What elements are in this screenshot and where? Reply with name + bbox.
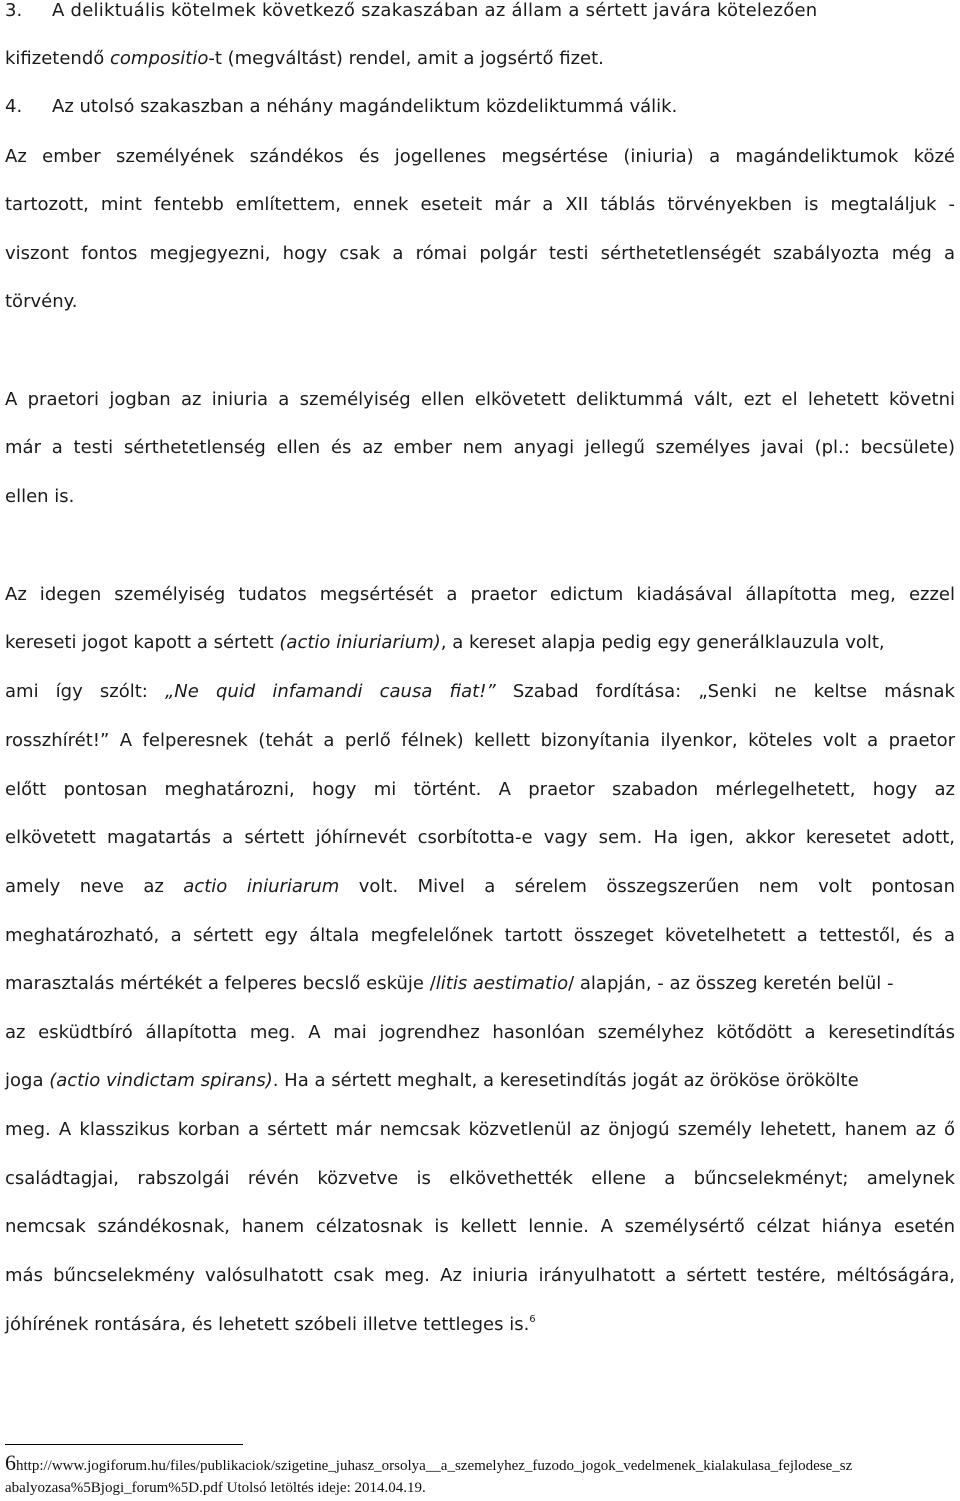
paragraph-3-line — [5, 1265, 955, 1287]
paragraph-3-line — [5, 632, 955, 654]
paragraph-1-line — [5, 194, 955, 216]
list-item-3-continuation — [5, 48, 955, 70]
text-span: ami így szólt: — [5, 681, 148, 702]
text-span: Az idegen személyiség tudatos megsértését a praetor edictum kiadásával állapította meg, ezzel — [5, 584, 955, 605]
list-item-4-line — [5, 96, 955, 118]
footnote-reference[interactable]: 6 — [529, 1314, 536, 1325]
paragraph-3-line — [5, 973, 955, 995]
paragraph-3-line — [5, 925, 955, 947]
paragraph-3-line — [5, 779, 955, 801]
text-span: marasztalás mértékét a felperes becslő esküje / — [5, 973, 436, 994]
italic-term: actio iniuriarum — [183, 876, 340, 897]
footnote-number: 6 — [5, 1450, 16, 1475]
italic-term: (actio vindictam spirans) — [49, 1070, 273, 1091]
paragraph-2-line — [5, 486, 955, 508]
paragraph-3-line — [5, 1168, 955, 1190]
paragraph-1-line — [5, 291, 955, 313]
text-span: . Ha a sértett meghalt, a keresetindítás jogát az örököse örökölte — [272, 1070, 859, 1091]
list-item-text: Az utolsó szakaszban a néhány magándeliktum közdeliktummá válik. — [52, 96, 678, 117]
text-span: joga — [5, 1070, 44, 1091]
text-span: ellen is. — [5, 486, 75, 507]
text-span: már a testi sérthetetlenség ellen és az ember nem anyagi jellegű személyes javai (pl.: becsülete) — [5, 437, 955, 458]
text-span: , a kereset alapja pedig egy generálklauzula volt, — [440, 632, 885, 653]
footnote-divider — [5, 1444, 243, 1445]
text-span: Az ember személyének szándékos és jogellenes megsértése (iniuria) a magándeliktumok közé — [5, 146, 955, 167]
text-span: elkövetett magatartás a sértett jóhírnevét csorbította-e vagy sem. Ha igen, akkor keresetet adott, — [5, 827, 955, 848]
text-span: jóhírének rontására, és lehetett szóbeli illetve tettleges is. — [5, 1314, 530, 1335]
footnote-line-1 — [5, 1450, 853, 1475]
text-span: A praetori jogban az iniuria a személyiség ellen elkövetett deliktummá vált, ezt el lehetett követni — [5, 389, 955, 410]
paragraph-2-line — [5, 437, 955, 459]
text-span: nemcsak szándékosnak, hanem célzatosnak is kellett lennie. A személysértő célzat hiánya esetén — [5, 1216, 955, 1237]
paragraph-3-line — [5, 730, 955, 752]
text-span: Szabad fordítása: „Senki ne keltse másnak — [512, 681, 955, 702]
text-span: előtt pontosan meghatározni, hogy mi történt. A praetor szabadon mérlegelhetett, hogy az — [5, 779, 955, 800]
text-span: rosszhírét!” A felperesnek (tehát a perlő félnek) kellett bizonyítania ilyenkor, köteles volt a praetor — [5, 730, 955, 751]
list-number: 3. — [5, 0, 23, 21]
text-span: meghatározható, a sértett egy általa megfelelőnek tartott összeget követelhetett a tettestől, és a — [5, 925, 955, 946]
footnote-line-2 — [5, 1479, 426, 1497]
paragraph-1-line — [5, 243, 955, 265]
paragraph-3-line — [5, 1314, 955, 1336]
list-item-text: A deliktuális kötelmek következő szakaszában az állam a sértett javára kötelezően — [52, 0, 818, 21]
footnote-url-continuation: abalyozasa%5Bjogi_forum%5D.pdf Utolsó letöltés ideje: 2014.04.19. — [5, 1480, 426, 1496]
paragraph-3-line — [5, 827, 955, 849]
text-span: kifizetendő — [5, 48, 105, 69]
paragraph-1-line — [5, 146, 955, 168]
italic-term: (actio iniuriarium) — [279, 632, 441, 653]
text-span: más bűncselekmény valósulhatott csak meg. Az iniuria irányulhatott a sértett testére, méltóságára, — [5, 1265, 955, 1286]
text-span: családtagjai, rabszolgái révén közvetve is elkövethették ellene a bűncselekményt; amelynek — [5, 1168, 955, 1189]
text-span: az esküdtbíró állapította meg. A mai jogrendhez hasonlóan személyhez kötődött a keresetindítás — [5, 1022, 955, 1043]
text-span: törvény. — [5, 291, 78, 312]
footnote-url[interactable]: http://www.jogiforum.hu/files/publikaciok/szigetine_juhasz_orsolya__a_szemelyhez_fuzodo_jogok_vedelmenek_kialakulasa_fejlodese_sz — [16, 1458, 853, 1474]
paragraph-3-line — [5, 1119, 955, 1141]
italic-quote: „Ne quid infamandi causa fiat!” — [164, 681, 496, 702]
text-span: viszont fontos megjegyezni, hogy csak a római polgár testi sérthetetlenségét szabályozta még a — [5, 243, 955, 264]
paragraph-2-line — [5, 389, 955, 411]
text-span: / alapján, - az összeg keretén belül - — [568, 973, 894, 994]
text-span: -t (megváltást) rendel, amit a jogsértő fizet. — [208, 48, 604, 69]
text-span: volt. Mivel a sérelem összegszerűen nem volt pontosan — [358, 876, 955, 897]
paragraph-3-line — [5, 1070, 955, 1092]
list-item-3-line — [5, 0, 955, 22]
text-span: meg. A klasszikus korban a sértett már nemcsak közvetlenül az önjogú személy lehetett, hanem az ő — [5, 1119, 955, 1140]
list-number: 4. — [5, 96, 23, 117]
text-span: tartozott, mint fentebb említettem, ennek eseteit már a XII táblás törvényekben is megtaláljuk - — [5, 194, 955, 215]
italic-term: litis aestimatio — [435, 973, 569, 994]
text-span: amely neve az — [5, 876, 164, 897]
text-span: kereseti jogot kapott a sértett — [5, 632, 274, 653]
paragraph-3-line — [5, 876, 955, 898]
paragraph-3-line — [5, 584, 955, 606]
paragraph-3-line — [5, 681, 955, 703]
paragraph-3-line — [5, 1022, 955, 1044]
italic-term: compositio — [110, 48, 209, 69]
paragraph-3-line — [5, 1216, 955, 1238]
